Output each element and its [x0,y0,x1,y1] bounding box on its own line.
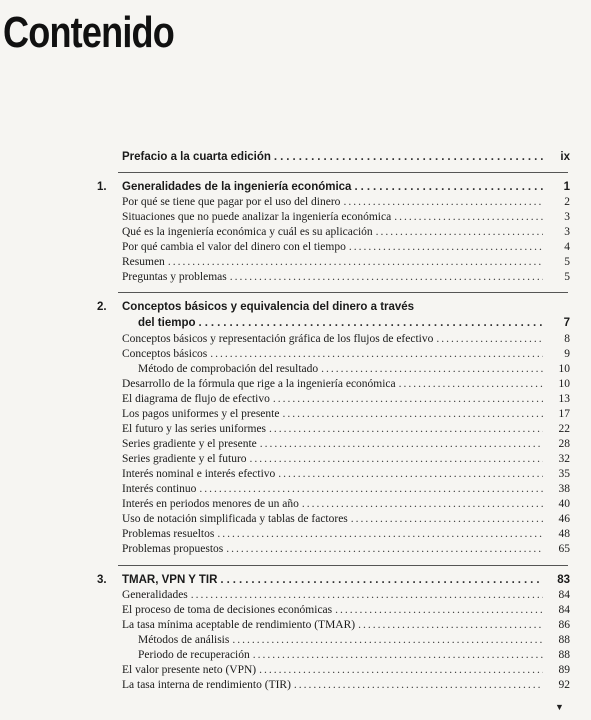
toc-entry: Los pagos uniformes y el presente ..... 17 [122,407,570,421]
toc-entry: Uso de notación simplificada y tablas de factores ..... 46 [122,512,570,526]
toc-label: Generalidades de la ingeniería económica [122,181,352,193]
divider [118,565,568,566]
toc-label: Conceptos básicos y equivalencia del dinero a través [122,301,415,313]
chapter-number: 1. [97,181,107,193]
toc-chapter-3 [122,573,570,587]
page-title: Contenido [3,8,174,57]
toc-entry: Generalidades ..... 84 [122,588,570,602]
toc-entry: Preguntas y problemas ..... 5 [122,270,570,284]
toc-entry: Series gradiente y el futuro ..... 32 [122,452,570,466]
toc-entry: El valor presente neto (VPN) ..... 89 [122,663,570,677]
toc-entry: Interés continuo ..... 38 [122,482,570,496]
chapter-number: 2. [97,301,107,313]
toc-entry: Periodo de recuperación ..... 88 [138,648,570,662]
divider [118,292,568,293]
toc-entry: Interés nominal e interés efectivo ..... 35 [122,467,570,481]
toc-page: ix [560,151,570,163]
toc-entry: El proceso de toma de decisiones económicas ..... 84 [122,603,570,617]
toc-entry: Conceptos básicos y representación gráfica de los flujos de efectivo ..... 8 [122,332,570,346]
toc-entry: Problemas propuestos ..... 65 [122,542,570,556]
toc-entry: Resumen ..... 5 [122,255,570,269]
continue-arrow-icon: ▼ [555,702,564,712]
toc-page: 83 [557,574,570,586]
toc-chapter-2 [138,316,570,330]
toc-label: del tiempo [138,317,196,329]
toc-entry: Método de comprobación del resultado ..... 10 [138,362,570,376]
toc-label: TMAR, VPN Y TIR [122,574,218,586]
toc-entry: La tasa mínima aceptable de rendimiento (TMAR) ..... 86 [122,618,570,632]
toc-page: 1 [563,181,570,193]
toc-page: 7 [563,317,570,329]
toc-entry: Métodos de análisis ..... 88 [138,633,570,647]
toc-entry: Interés en periodos menores de un año ..... 40 [122,497,570,511]
toc-chapter-1 [122,180,570,194]
toc-entry: Por qué cambia el valor del dinero con el tiempo ..... 4 [122,240,570,254]
toc-chapter-2-line1 [122,300,570,314]
toc-entry: El diagrama de flujo de efectivo ..... 13 [122,392,570,406]
divider [118,172,568,173]
toc-entry: Qué es la ingeniería económica y cuál es su aplicación ..... 3 [122,225,570,239]
toc-preface [122,150,570,164]
toc-entry: Conceptos básicos ..... 9 [122,347,570,361]
toc-label: Prefacio a la cuarta edición [122,151,271,163]
toc-entry: La tasa interna de rendimiento (TIR) ..... 92 [122,678,570,692]
toc-entry: Problemas resueltos ..... 48 [122,527,570,541]
toc-entry: Por qué se tiene que pagar por el uso del dinero ..... 2 [122,195,570,209]
toc-entry: Series gradiente y el presente ..... 28 [122,437,570,451]
chapter-number: 3. [97,574,107,586]
toc-entry: Situaciones que no puede analizar la ingeniería económica ..... 3 [122,210,570,224]
toc-entry: Desarrollo de la fórmula que rige a la ingeniería económica ..... 10 [122,377,570,391]
toc-entry: El futuro y las series uniformes ..... 22 [122,422,570,436]
